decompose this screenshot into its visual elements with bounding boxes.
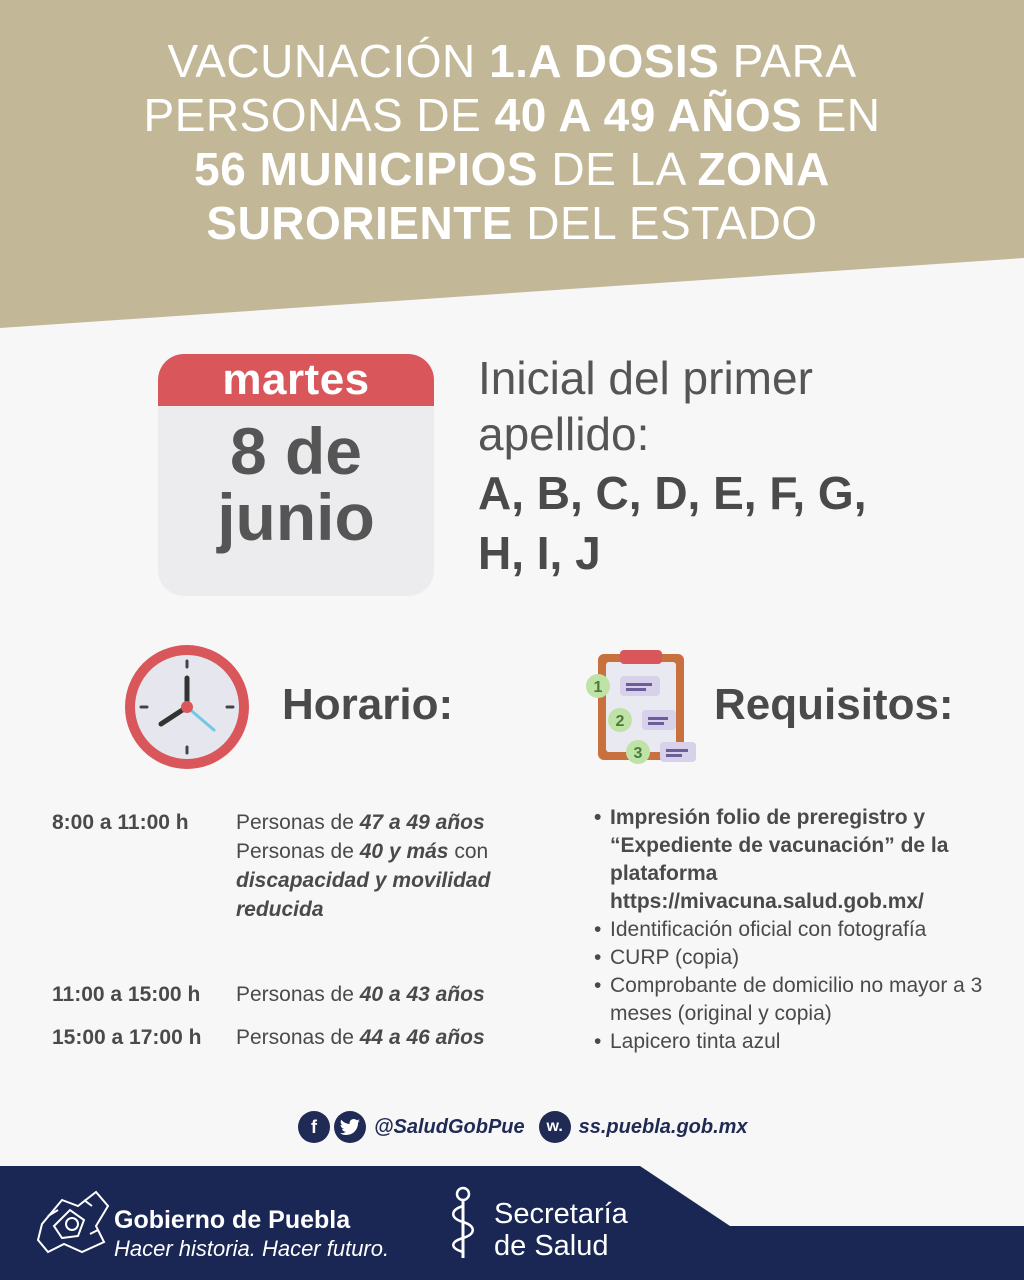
initials-letters-2: H, I, J	[478, 527, 601, 579]
twitter-icon[interactable]	[334, 1111, 366, 1143]
requisitos-heading: Requisitos:	[714, 680, 954, 729]
schedule-time: 8:00 a 11:00 h	[52, 811, 189, 834]
surname-initials	[478, 350, 998, 582]
svg-text:3: 3	[633, 745, 643, 762]
social-bar	[298, 1110, 762, 1144]
gov-name: Gobierno de Puebla	[114, 1206, 351, 1234]
secretaria-de-salud: Secretaría de Salud	[494, 1198, 628, 1262]
caduceus-icon	[446, 1186, 480, 1260]
headline: VACUNACIÓN 1.A DOSIS PARA PERSONAS DE 40 A 49 AÑOS EN 56 MUNICIPIOS DE LA ZONA SURORIENTE DEL ESTADO	[143, 35, 881, 249]
initials-letters: A, B, C, D, E, F, G,	[478, 467, 867, 519]
requirement-item: • Identificación oficial con fotografía	[594, 916, 994, 944]
calendar-card	[158, 354, 434, 596]
svg-text:1: 1	[593, 679, 603, 696]
svg-text:2: 2	[615, 713, 625, 730]
requirements-list	[594, 804, 994, 1056]
calendar-weekday: martes	[158, 354, 434, 406]
calendar-date: 8 de junio	[217, 414, 375, 554]
clipboard-checklist-icon	[584, 648, 700, 768]
requirement-item: • Comprobante de domicilio no mayor a 3 meses (original y copia)	[594, 972, 994, 1028]
requirement-item: • Lapicero tinta azul	[594, 1028, 994, 1056]
web-icon[interactable]: w.	[539, 1111, 571, 1143]
social-handle[interactable]: @SaludGobPue	[374, 1115, 525, 1138]
clock-icon	[122, 642, 252, 772]
puebla-logo-icon	[34, 1186, 114, 1258]
schedule-time: 15:00 a 17:00 h	[52, 1026, 202, 1049]
gov-slogan: Hacer historia. Hacer futuro.	[114, 1236, 390, 1261]
initials-title: Inicial del primer	[478, 352, 813, 404]
schedule-description: Personas de 40 a 43 años	[236, 983, 485, 1006]
horario-heading: Horario:	[282, 680, 454, 729]
requirement-item: • Impresión folio de preregistro y “Expediente de vacunación” de la plataforma https://mivacuna.salud.gob.mx/	[594, 804, 994, 916]
schedule-time: 11:00 a 15:00 h	[52, 983, 201, 1006]
schedule-description: Personas de 44 a 46 años	[236, 1026, 485, 1049]
initials-title-2: apellido:	[478, 408, 650, 460]
website-link[interactable]: ss.puebla.gob.mx	[578, 1115, 748, 1138]
schedule-description: Personas de 47 a 49 años Personas de 40 y más con discapacidad y movilidad reducida	[236, 811, 491, 921]
requirement-item: • CURP (copia)	[594, 944, 994, 972]
facebook-icon[interactable]: f	[298, 1111, 330, 1143]
